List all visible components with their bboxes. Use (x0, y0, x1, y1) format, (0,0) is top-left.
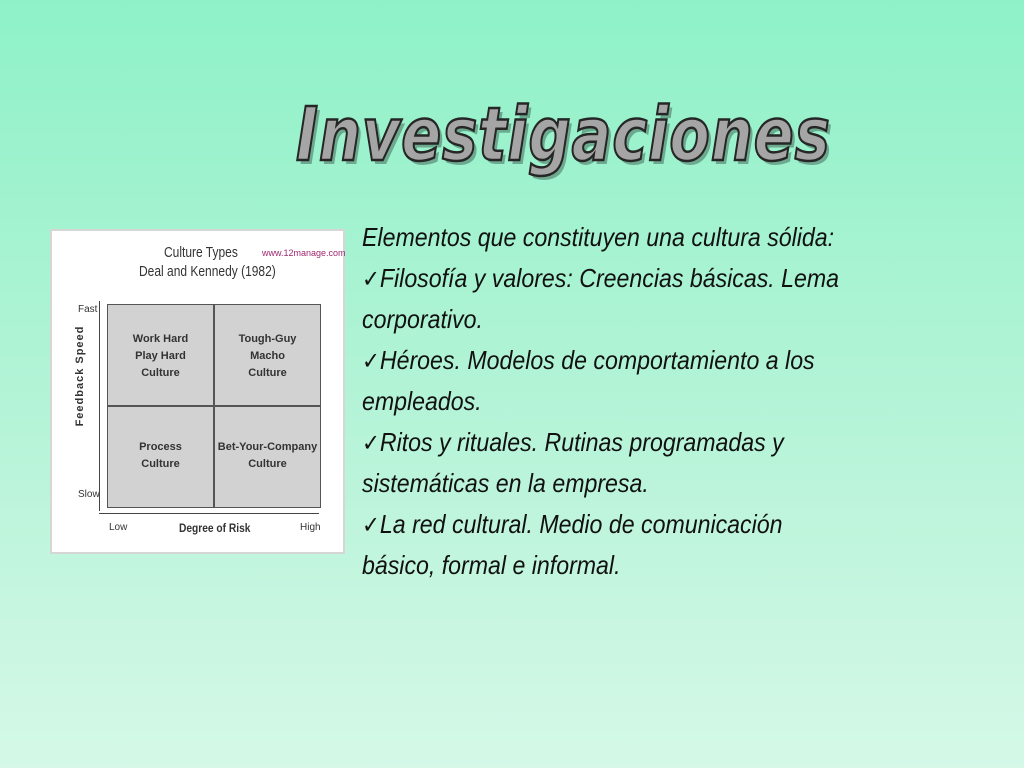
x-axis-high-label: High (300, 522, 321, 533)
quadrant-process: Process Culture (108, 407, 213, 507)
y-axis-low-label: Slow (78, 489, 100, 500)
intro-text: Elementos que constituyen una cultura sólida: (362, 222, 835, 252)
y-axis-label: Feedback Speed (74, 325, 86, 427)
bullet-item-philosophy (362, 258, 967, 340)
bullet-line: sistemáticas en la empresa. (362, 468, 649, 498)
y-axis-high-label: Fast (78, 304, 98, 315)
bullet-line: Ritos y rituales. Rutinas programadas y (379, 426, 784, 457)
x-axis-label: Degree of Risk (179, 521, 251, 535)
bullet-line: Filosofía y valores: Creencias básicas. Lema (379, 262, 840, 293)
check-icon: ✓ (362, 428, 380, 457)
figure-title: Culture Types (164, 244, 238, 261)
quadrant-bet-your-company: Bet-Your-Company Culture (215, 407, 320, 507)
figure-source: www.12manage.com (262, 248, 346, 258)
check-icon: ✓ (362, 346, 380, 375)
slide-title: Investigaciones (296, 92, 831, 178)
quadrant-tough-guy-macho: Tough-Guy Macho Culture (215, 305, 320, 405)
culture-types-figure (52, 231, 346, 552)
slide-body (362, 217, 1002, 586)
bullet-item-cultural-network (362, 504, 967, 586)
bullet-line: Héroes. Modelos de comportamiento a los (379, 344, 815, 375)
check-icon: ✓ (362, 510, 380, 539)
quadrant-grid (107, 304, 321, 508)
bullet-line: empleados. (362, 386, 482, 416)
bullet-line: básico, formal e informal. (362, 550, 621, 580)
x-axis-low-label: Low (109, 522, 128, 533)
bullet-line: La red cultural. Medio de comunicación (379, 508, 783, 539)
figure-subtitle: Deal and Kennedy (1982) (139, 263, 276, 280)
y-axis-line (99, 301, 100, 511)
bullet-item-rites (362, 422, 967, 504)
bullet-item-heroes (362, 340, 967, 422)
bullet-line: corporativo. (362, 304, 483, 334)
x-axis-line (99, 513, 319, 514)
check-icon: ✓ (362, 264, 380, 293)
quadrant-work-hard-play-hard: Work Hard Play Hard Culture (108, 305, 213, 405)
